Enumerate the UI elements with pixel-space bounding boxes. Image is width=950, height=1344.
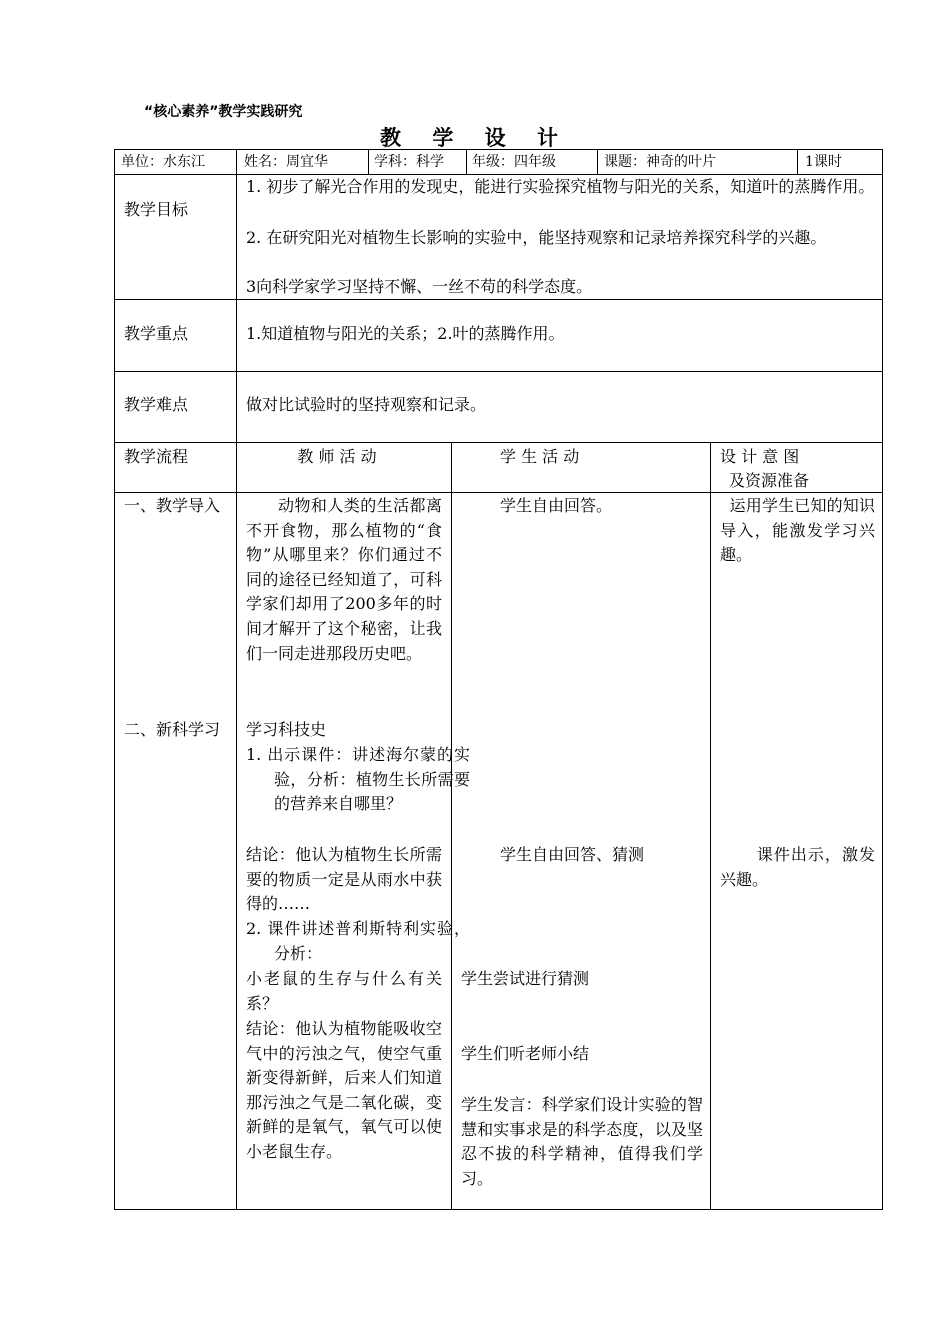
topic-field: 课题：神奇的叶片 xyxy=(604,154,716,170)
col-divider xyxy=(236,174,237,1210)
objective-item: 1. 初步了解光合作用的发现史，能进行实验探究植物与阳光的关系，知道叶的蒸腾作用。 xyxy=(246,177,875,196)
difficulties-label: 教学难点 xyxy=(124,395,189,414)
objectives-label: 教学目标 xyxy=(124,200,189,219)
subject-field: 学科：科学 xyxy=(374,154,444,170)
col-divider xyxy=(466,149,467,175)
design-intent: 运用学生已知的知识导入，能激发学习兴趣。 xyxy=(720,496,875,565)
teacher-question-2: 小老鼠的生存与什么有关系？ xyxy=(246,969,442,1013)
grade-field: 年级：四年级 xyxy=(472,154,556,170)
col-divider xyxy=(710,442,711,1210)
teacher-history-heading: 学习科技史 xyxy=(246,720,327,739)
teacher-name-field: 姓名：周宜华 xyxy=(244,154,328,170)
flow-header-student: 学 生 活 动 xyxy=(500,447,580,466)
flow-header-design: 设 计 意 图 xyxy=(720,447,800,466)
student-activity: 学生们听老师小结 xyxy=(461,1044,590,1063)
student-activity: 学生自由回答。 xyxy=(500,496,613,515)
col-divider xyxy=(368,149,369,175)
key-points-label: 教学重点 xyxy=(124,324,189,343)
teacher-conclusion-2: 结论：他认为植物能吸收空气中的污浊之气，使空气重新变得新鲜，后来人们知道那污浊之气是二氧化碳，变新鲜的是氧气，氧气可以使小老鼠生存。 xyxy=(246,1019,442,1161)
row-divider xyxy=(114,442,883,443)
teacher-item-1: 1. 出示课件：讲述海尔蒙的实验，分析：植物生长所需要的营养来自哪里？ xyxy=(246,745,470,814)
row-divider xyxy=(114,371,883,372)
teacher-intro-text: 动物和人类的生活都离不开食物，那么植物的“食物”从哪里来？你们通过不同的途径已经知道了，可科学家们却用了200多年的时间才解开了这个秘密，让我们一同走进那段历史吧。 xyxy=(246,496,442,663)
teacher-conclusion-1: 结论：他认为植物生长所需要的物质一定是从雨水中获得的…… xyxy=(246,845,442,914)
duration-field: 1课时 xyxy=(805,154,842,170)
student-activity: 学生发言：科学家们设计实验的智慧和实事求是的科学态度，以及坚忍不拔的科学精神，值得我们学习。 xyxy=(461,1095,703,1188)
col-divider xyxy=(797,149,798,175)
objective-item: 3向科学家学习坚持不懈、一丝不苟的科学态度。 xyxy=(246,277,593,296)
unit-field: 单位：水东江 xyxy=(121,154,205,170)
document-title: 教 学 设 计 xyxy=(380,125,570,150)
student-activity: 学生自由回答、猜测 xyxy=(500,845,645,864)
design-intent: 课件出示，激发兴趣。 xyxy=(720,845,875,889)
objective-item: 2. 在研究阳光对植物生长影响的实验中，能坚持观察和记录培养探究科学的兴趣。 xyxy=(246,228,827,247)
flow-header-stage: 教学流程 xyxy=(124,447,189,466)
key-points-text: 1.知道植物与阳光的关系；2.叶的蒸腾作用。 xyxy=(246,324,565,343)
flow-header-resources: 及资源准备 xyxy=(729,471,810,490)
col-divider xyxy=(451,442,452,1210)
stage-intro: 一、教学导入 xyxy=(124,496,221,515)
flow-header-teacher: 教 师 活 动 xyxy=(297,447,377,466)
difficulties-text: 做对比试验时的坚持观察和记录。 xyxy=(246,395,487,414)
col-divider xyxy=(597,149,598,175)
student-activity: 学生尝试进行猜测 xyxy=(461,969,590,988)
col-divider xyxy=(236,149,237,175)
header-note: “核心素养”教学实践研究 xyxy=(144,104,303,120)
teacher-item-2: 2. 课件讲述普利斯特利实验，分析： xyxy=(246,919,470,963)
stage-new-learning: 二、新科学习 xyxy=(124,720,221,739)
